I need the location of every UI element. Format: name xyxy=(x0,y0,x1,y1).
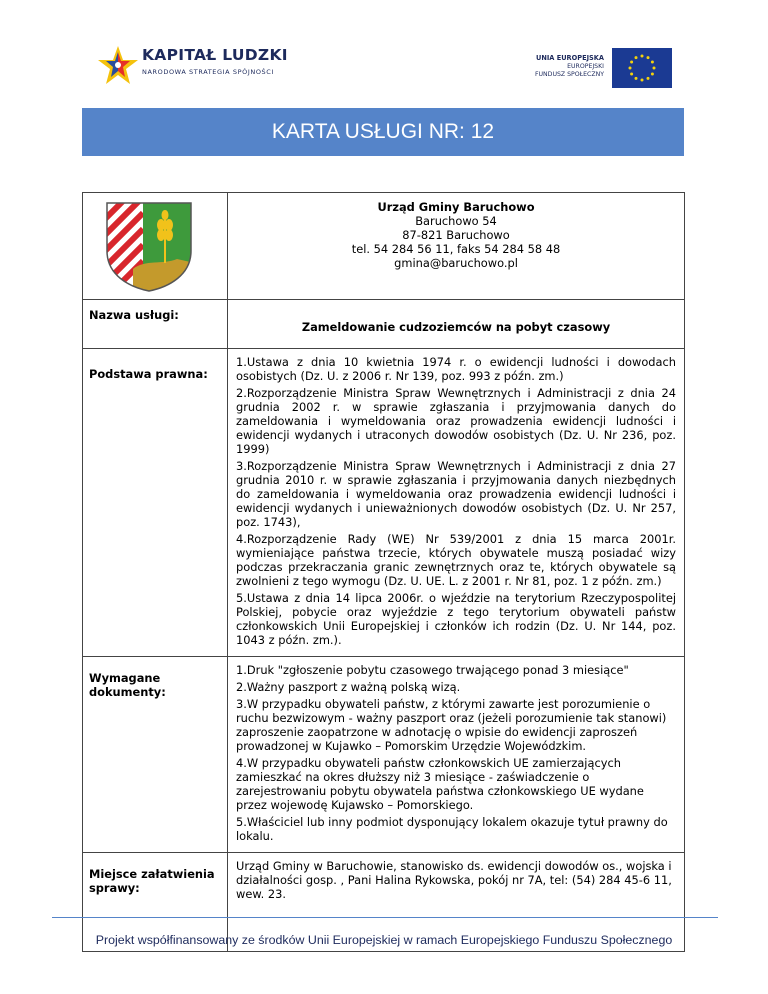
crest-cell xyxy=(83,193,228,300)
footer-text: Projekt współfinansowany ze środków Unii Europejskiej w ramach Europejskiego Funduszu Społecznego xyxy=(95,933,673,947)
place-label: Miejsce załatwienia sprawy: xyxy=(83,853,228,952)
service-name-row xyxy=(83,300,685,349)
baruchowo-coat-of-arms-icon xyxy=(103,199,195,293)
service-name-value: Zameldowanie cudzoziemców na pobyt czasowy xyxy=(228,300,685,349)
office-email: gmina@baruchowo.pl xyxy=(394,256,518,270)
legal-basis-item: 5.Ustawa z dnia 14 lipca 2006r. o wjeździe na terytorium Rzeczypospolitej Polskiej, pobycie oraz wyjeździe z tego terytorium obywateli państw członkowskich Unii Europejskiej i członków ich rodzin (Dz. U. Nr 144, poz. 1043 z późn. zm.). xyxy=(236,591,676,647)
kapital-ludzki-title: KAPITAŁ LUDZKI xyxy=(142,46,288,64)
office-row xyxy=(83,193,685,300)
required-document-item: 1.Druk "zgłoszenie pobytu czasowego trwającego ponad 3 miesiące" xyxy=(236,663,629,677)
kapital-ludzki-subtitle: NARODOWA STRATEGIA SPÓJNOŚCI xyxy=(142,68,274,76)
legal-basis-item: 3.Rozporządzenie Ministra Spraw Wewnętrznych i Administracji z dnia 27 grudnia 2010 r. w sprawie zgłaszania i przyjmowania danych niezbędnych do zameldowania i wymeldowania oraz prowadzenia ewidencji ludności i ewidencji wydanych i unieważnionych dowodów osobistych (Dz. U. Nr 257, poz. 1743), xyxy=(236,459,676,529)
eu-flag-icon xyxy=(612,48,672,88)
footer-divider xyxy=(52,917,718,918)
legal-basis-value xyxy=(228,349,685,657)
place-value: Urząd Gminy w Baruchowie, stanowisko ds. ewidencji dowodów os., wojska i działalności gosp. , Pani Halina Rykowska, pokój nr 7A, tel: (54) 284 45-6 11, wew. 23. xyxy=(228,853,685,952)
required-document-item: 4.W przypadku obywateli państw członkowskich UE zamierzających zamieszkać na okres dłuższy niż 3 miesiące - zaświadczenie o zarejestrowaniu pobytu obywatela państwa członkowskiego UE wydane przez wojewodę Kujawsko – Pomorskiego. xyxy=(236,756,644,812)
card-title-banner: KARTA USŁUGI NR: 12 xyxy=(82,108,684,156)
kapital-ludzki-logo xyxy=(96,42,296,88)
required-document-item: 3.W przypadku obywateli państw, z którymi zawarte jest porozumienie o ruchu bezwizowym - ważny paszport oraz (jeżeli porozumienie tak stanowi) zaproszenie zaopatrzone w adnotację o wpisie do ewidencji zaproszeń prowadzonej w Kujawko – Pomorskim Urzędzie Wojewódzkim. xyxy=(236,697,667,753)
office-address-line2: 87-821 Baruchowo xyxy=(402,228,510,242)
required-document-item: 5.Właściciel lub inny podmiot dysponujący lokalem okazuje tytuł prawny do lokalu. xyxy=(236,815,668,843)
legal-basis-row xyxy=(83,349,685,657)
required-documents-value xyxy=(228,657,685,853)
legal-basis-item: 4.Rozporządzenie Rady (WE) Nr 539/2001 z dnia 15 marca 2001r. wymieniające państwa trzecie, których obywatele muszą posiadać wizy podczas przekraczania granic zewnętrznych oraz te, których obywatele są zwolnieni z tego wymogu (Dz. U. UE. L. z 2001 r. Nr 81, poz. 1 z późn. zm.) xyxy=(236,532,676,588)
eu-logo xyxy=(512,48,672,88)
eu-logo-line1: UNIA EUROPEJSKA xyxy=(535,54,604,62)
service-name-label: Nazwa usługi: xyxy=(83,300,228,349)
kapital-ludzki-star-logo-icon xyxy=(96,44,140,88)
office-phone: tel. 54 284 56 11, faks 54 284 58 48 xyxy=(351,242,561,256)
required-documents-label: Wymagane dokumenty: xyxy=(83,657,228,853)
office-address-line1: Baruchowo 54 xyxy=(415,214,497,228)
required-document-item: 2.Ważny paszport z ważną polską wizą. xyxy=(236,680,461,694)
eu-logo-line3: FUNDUSZ SPOŁECZNY xyxy=(534,71,604,78)
service-card-table xyxy=(82,192,685,952)
eu-logo-text xyxy=(535,54,604,80)
legal-basis-item: 1.Ustawa z dnia 10 kwietnia 1974 r. o ewidencji ludności i dowodach osobistych (Dz. U. z 2006 r. Nr 139, poz. 993 z późn. zm.) xyxy=(236,355,676,383)
office-name: Urząd Gminy Baruchowo xyxy=(377,200,535,214)
required-documents-row xyxy=(83,657,685,853)
legal-basis-item: 2.Rozporządzenie Ministra Spraw Wewnętrznych i Administracji z dnia 24 grudnia 2002 r. w sprawie zgłaszania i przyjmowania danych do zameldowania i wymeldowania oraz prowadzenia ewidencji ludności i ewidencji wydanych i utraconych dowodów osobistych (Dz. U. Nr 236, poz. 1999) xyxy=(236,386,676,456)
eu-logo-line2: EUROPEJSKI xyxy=(567,62,604,70)
legal-basis-label: Podstawa prawna: xyxy=(83,349,228,657)
office-info-cell xyxy=(228,193,685,300)
